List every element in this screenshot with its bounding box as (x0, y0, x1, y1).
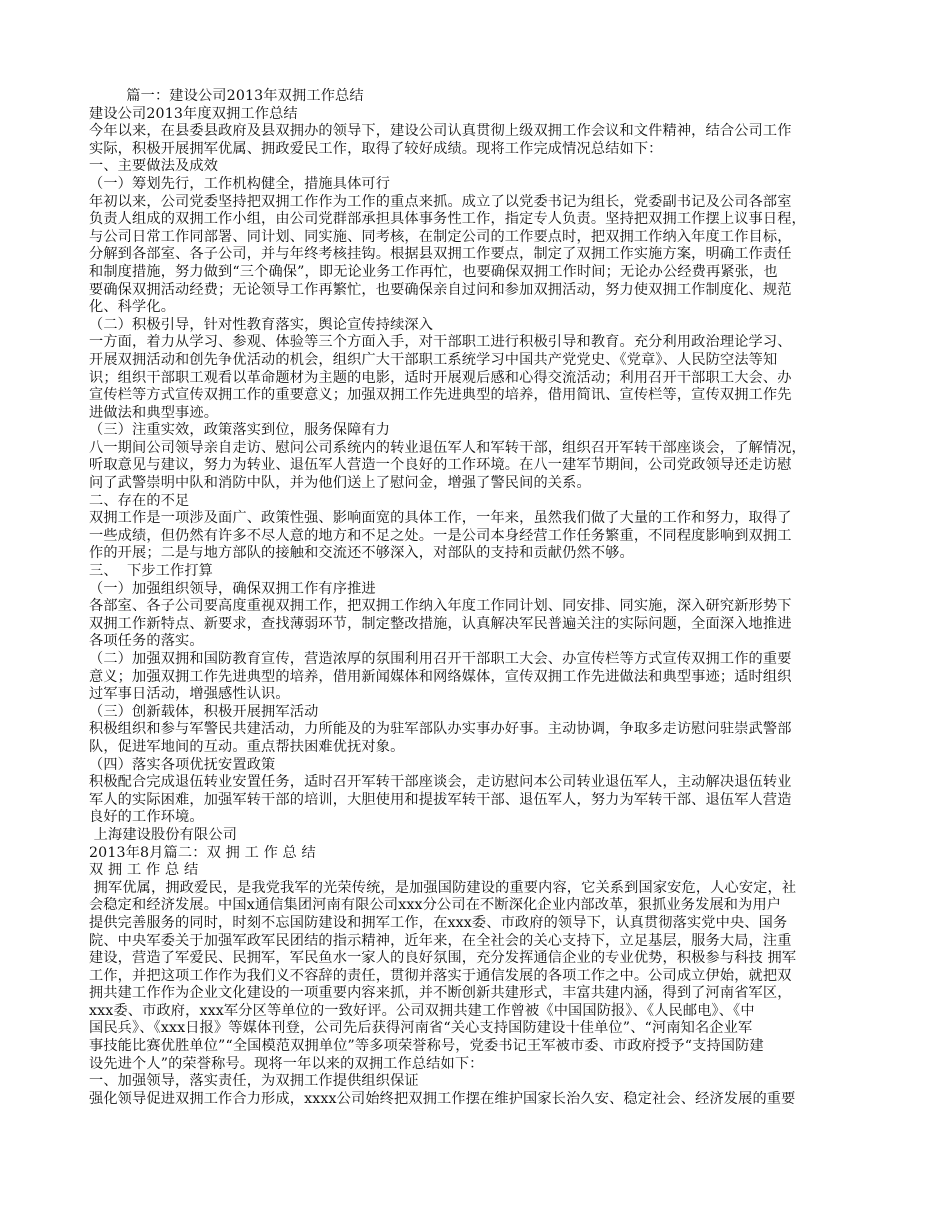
text-line: 各部室、各子公司要高度重视双拥工作，把双拥工作纳入年度工作同计划、同安排、同实施，深入研究新形势下 (89, 598, 792, 615)
text-line: 事技能比赛优胜单位”“全国模范双拥单位”等多项荣誉称号，党委书记王军被市委、市政府授予“支持国防建 (89, 1038, 764, 1055)
text-line: 作的开展；二是与地方部队的接触和交流还不够深入，对部队的支持和贡献仍然不够。 (89, 545, 634, 562)
text-line: 各项任务的落实。 (89, 633, 204, 650)
text-line: 识；组织干部职工观看以革命题材为主题的电影，适时开展观后感和心得交流活动；利用召开干部职工大会、办 (89, 369, 792, 386)
text-line: 设先进个人”的荣誉称号。现将一年以来的双拥工作总结如下： (89, 1055, 484, 1072)
text-line: 宣传栏等方式宣传双拥工作的重要意义；加强双拥工作先进典型的培养，借用简讯、宣传栏等，宣传双拥工作先 (89, 387, 792, 404)
text-line: 听取意见与建议，努力为转业、退伍军人营造一个良好的工作环境。在八一建军节期间，公司党政领导还走访慰 (89, 457, 792, 474)
text-line: 会稳定和经济发展。中国x通信集团河南有限公司xxx分公司在不断深化企业内部改革，狠抓业务发展和为用户 (89, 897, 782, 914)
text-line: （二）积极引导，针对性教育落实，舆论宣传持续深入 (89, 316, 434, 333)
document-page (89, 88, 869, 1108)
text-line: 双拥工作是一项涉及面广、政策性强、影响面宽的具体工作，一年来，虽然我们做了大量的工作和努力，取得了 (89, 510, 792, 527)
text-line: 二、存在的不足 (89, 492, 190, 509)
text-line: 要确保双拥活动经费；无论领导工作再繁忙，也要确保亲自过问和参加双拥活动，努力使双拥工作制度化、规范 (89, 281, 792, 298)
text-line: 进做法和典型事迹。 (89, 404, 219, 421)
text-line: 国民兵》、《xxx日报》等媒体刊登，公司先后获得河南省“关心支持国防建设十佳单位”、“河南知名企业军 (89, 1020, 753, 1037)
text-line: 篇一：建设公司2013年双拥工作总结 (89, 88, 364, 104)
text-line: 一些成绩，但仍然有许多不尽人意的地方和不足之处。一是公司本身经营工作任务繁重，不同程度影响到双拥工 (89, 527, 792, 544)
text-line: 军人的实际困难，加强军转干部的培训，大胆使用和提拔军转干部、退伍军人，努力为军转干部、退伍军人营造 (89, 791, 792, 808)
text-line: 队，促进军地间的互动。重点帮扶困难优抚对象。 (89, 738, 405, 755)
text-line: （一）加强组织领导，确保双拥工作有序推进 (89, 580, 376, 597)
text-line: （三）创新载体，积极开展拥军活动 (89, 703, 319, 720)
text-line: 三、 下步工作打算 (89, 563, 214, 580)
text-line: 拥共建工作作为企业文化建设的一项重要内容来抓，并不断创新共建形式，丰富共建内涵，得到了河南省军区， (89, 985, 792, 1002)
text-line: 一、主要做法及成效 (89, 158, 219, 175)
text-line: 2013年8月篇二：双 拥 工 作 总 结 (89, 844, 316, 861)
text-line: 积极组织和参与军警民共建活动，力所能及的为驻军部队办实事办好事。主动协调，争取多走访慰问驻崇武警部 (89, 721, 792, 738)
text-line: 拥军优属，拥政爱民，是我党我军的光荣传统，是加强国防建设的重要内容，它关系到国家安危，人心安定，社 (89, 879, 797, 896)
text-line: （四）落实各项优抚安置政策 (89, 756, 276, 773)
text-line: 一方面，着力从学习、参观、体验等三个方面入手，对干部职工进行积极引导和教育。充分利用政治理论学习、 (89, 334, 792, 351)
text-line: 上海建设股份有限公司 (89, 826, 238, 843)
text-line: 双拥工作新特点、新要求，查找薄弱环节，制定整改措施，认真解决军民普遍关注的实际问题，全面深入地推进 (89, 615, 792, 632)
text-line: 建设公司2013年度双拥工作总结 (89, 105, 298, 122)
text-line: 强化领导促进双拥工作合力形成，xxxx公司始终把双拥工作摆在维护国家长治久安、稳定社会、经济发展的重要 (89, 1090, 796, 1107)
text-line: 双 拥 工 作 总 结 (89, 862, 199, 879)
text-line: 年初以来，公司党委坚持把双拥工作作为工作的重点来抓。成立了以党委书记为组长，党委副书记及公司各部室 (89, 193, 792, 210)
text-line: 今年以来，在县委县政府及县双拥办的领导下，建设公司认真贯彻上级双拥工作会议和文件精神，结合公司工作 (89, 123, 792, 140)
text-line: 与公司日常工作同部署、同计划、同实施、同考核，在制定公司的工作要点时，把双拥工作纳入年度工作目标， (89, 228, 792, 245)
text-line: 意义；加强双拥工作先进典型的培养，借用新闻媒体和网络媒体，宣传双拥工作先进做法和典型事迹；适时组织 (89, 668, 792, 685)
text-line: 积极配合完成退伍转业安置任务，适时召开军转干部座谈会，走访慰问本公司转业退伍军人，主动解决退伍转业 (89, 774, 792, 791)
text-line: 分解到各部室、各子公司，并与年终考核挂钩。根据县双拥工作要点，制定了双拥工作实施方案，明确工作责任 (89, 246, 792, 263)
text-line: （一）筹划先行，工作机构健全，措施具体可行 (89, 175, 391, 192)
text-line: 提供完善服务的同时，时刻不忘国防建设和拥军工作，在xxx委、市政府的领导下，认真贯彻落实党中央、国务 (89, 914, 788, 931)
text-line: （三）注重实效，政策落实到位，服务保障有力 (89, 422, 391, 439)
text-line: xxx委、市政府，xxx军分区等单位的一致好评。公司双拥共建工作曾被《中国国防报》、《人民邮电》、《中 (89, 1002, 755, 1019)
text-line: 问了武警崇明中队和消防中队，并为他们送上了慰问金，增强了警民间的关系。 (89, 475, 591, 492)
text-line: 过军事日活动，增强感性认识。 (89, 686, 290, 703)
text-line: 化、科学化。 (89, 299, 176, 316)
text-line: 院、中央军委关于加强军政军民团结的指示精神，近年来，在全社会的关心支持下，立足基层，服务大局，注重 (89, 932, 792, 949)
text-line: 和制度措施，努力做到“三个确保”，即无论业务工作再忙，也要确保双拥工作时间；无论办公经费再紧张，也 (89, 263, 778, 280)
text-line: 负责人组成的双拥工作小组，由公司党群部承担具体事务性工作，指定专人负责。坚持把双拥工作摆上议事日程， (89, 211, 806, 228)
text-line: 八一期间公司领导亲自走访、慰问公司系统内的转业退伍军人和军转干部，组织召开军转干部座谈会，了解情况， (89, 439, 806, 456)
text-line: 建设，营造了军爱民、民拥军，军民鱼水一家人的良好氛围，充分发挥通信企业的专业优势，积极参与科技 拥军 (89, 950, 797, 967)
text-line: 一、加强领导，落实责任，为双拥工作提供组织保证 (89, 1073, 419, 1090)
text-line: 开展双拥活动和创先争优活动的机会，组织广大干部职工系统学习中国共产党党史、《党章》、人民防空法等知 (89, 351, 778, 368)
text-line: 实际，积极开展拥军优属、拥政爱民工作，取得了较好成绩。现将工作完成情况总结如下： (89, 140, 663, 157)
text-line: 工作，并把这项工作作为我们义不容辞的责任，贯彻并落实于通信发展的各项工作之中。公司成立伊始，就把双 (89, 967, 792, 984)
text-line: 良好的工作环境。 (89, 809, 204, 826)
text-line: （二）加强双拥和国防教育宣传，营造浓厚的氛围利用召开干部职工大会、办宣传栏等方式宣传双拥工作的重要 (89, 651, 792, 667)
